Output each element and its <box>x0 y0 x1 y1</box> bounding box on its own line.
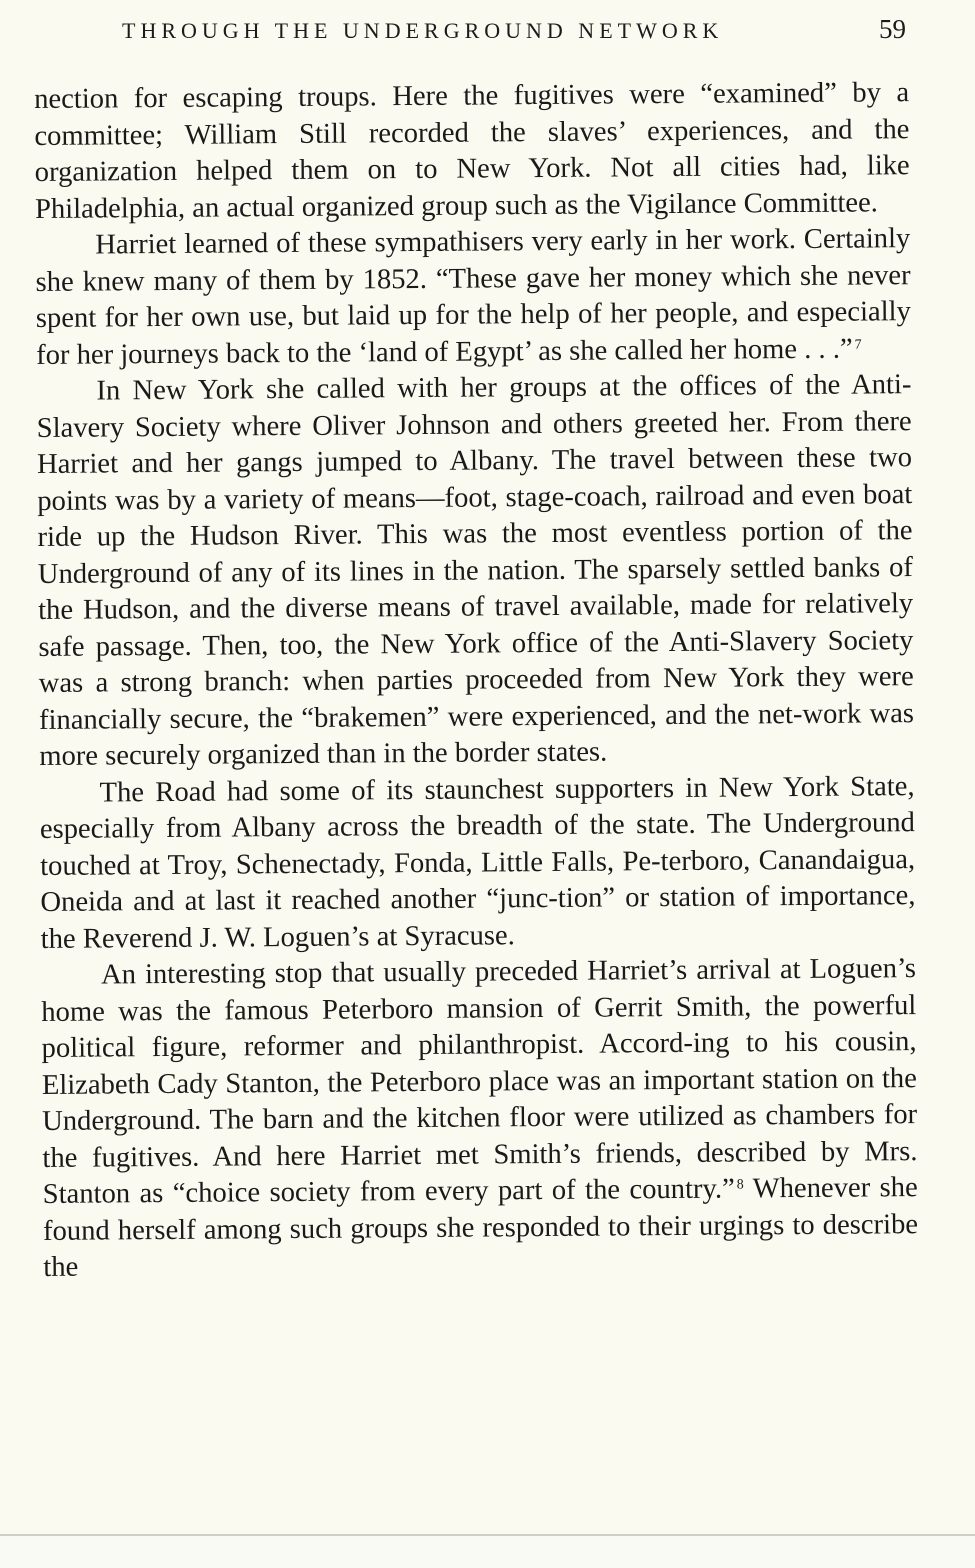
scan-bottom-margin <box>0 1536 975 1568</box>
paragraph-2-text: Harriet learned of these sympathisers very early in her work. Certainly she knew many of them by 1852. “These gave her money which she never spent for her own use, but laid up for the help of her people, and especially for her journeys back to the ‘land of Egypt’ as she called her home . . .” <box>35 223 911 371</box>
paragraph-2 <box>35 221 911 374</box>
footnote-ref-7[interactable]: 7 <box>854 337 862 353</box>
paragraph-5-text-a: An interesting stop that usually preceded Harriet’s arrival at Loguen’s home was the famous Peterboro mansion of Gerrit Smith, the powerful political figure, reformer and philanthropist. Accord-ing to his cousin, Elizabeth Cady Stanton, the Peterboro place was an important station on the Underground. The barn and the kitchen floor were utilized as chambers for the fugitives. And here Harriet met Smith’s friends, described by Mrs. Stanton as “choice society from every part of the country.” <box>41 953 918 1210</box>
page-number: 59 <box>879 14 906 44</box>
paragraph-1: nection for escaping troups. Here the fugitives were “examined” by a committee; William Still recorded the slaves’ experiences, and the organization helped them on to New York. Not all cities had, like Philadelphia, an actual organized group such as the Vigilance Committee. <box>34 77 910 225</box>
paragraph-3: In New York she called with her groups at the offices of the Anti-Slavery Society where Oliver Johnson and others greeted her. From there Harriet and her gangs jumped to Albany. The travel between these two points was by a variety of means—foot, stage-coach, railroad and even boat ride up the Hudson River. This was the most eventless portion of the Underground of any of its lines in the nation. The sparsely settled banks of the Hudson, and the diverse means of travel available, made for relatively safe passage. Then, too, the New York office of the Anti-Slavery Society was a strong branch: when parties proceeded from New York they were financially secure, the “brakemen” were experienced, and the net-work was more securely organized than in the border states. <box>36 369 915 772</box>
paragraph-5-text-b: Whenever she found herself among such groups she responded to their urgings to describe the <box>42 1172 919 1283</box>
paragraph-5 <box>41 951 919 1286</box>
body-text <box>34 75 920 1442</box>
running-head: THROUGH THE UNDERGROUND NETWORK <box>122 18 724 43</box>
footnote-ref-8[interactable]: 8 <box>736 1177 744 1193</box>
paragraph-4: The Road had some of its staunchest supporters in New York State, especially from Albany across the breadth of the state. The Underground touched at Troy, Schenectady, Fonda, Little Falls, Pe-terboro, Canandaigua, Oneida and at last it reached another “junc-tion” or station of importance, the Reverend J. W. Loguen’s at Syracuse. <box>39 770 916 955</box>
